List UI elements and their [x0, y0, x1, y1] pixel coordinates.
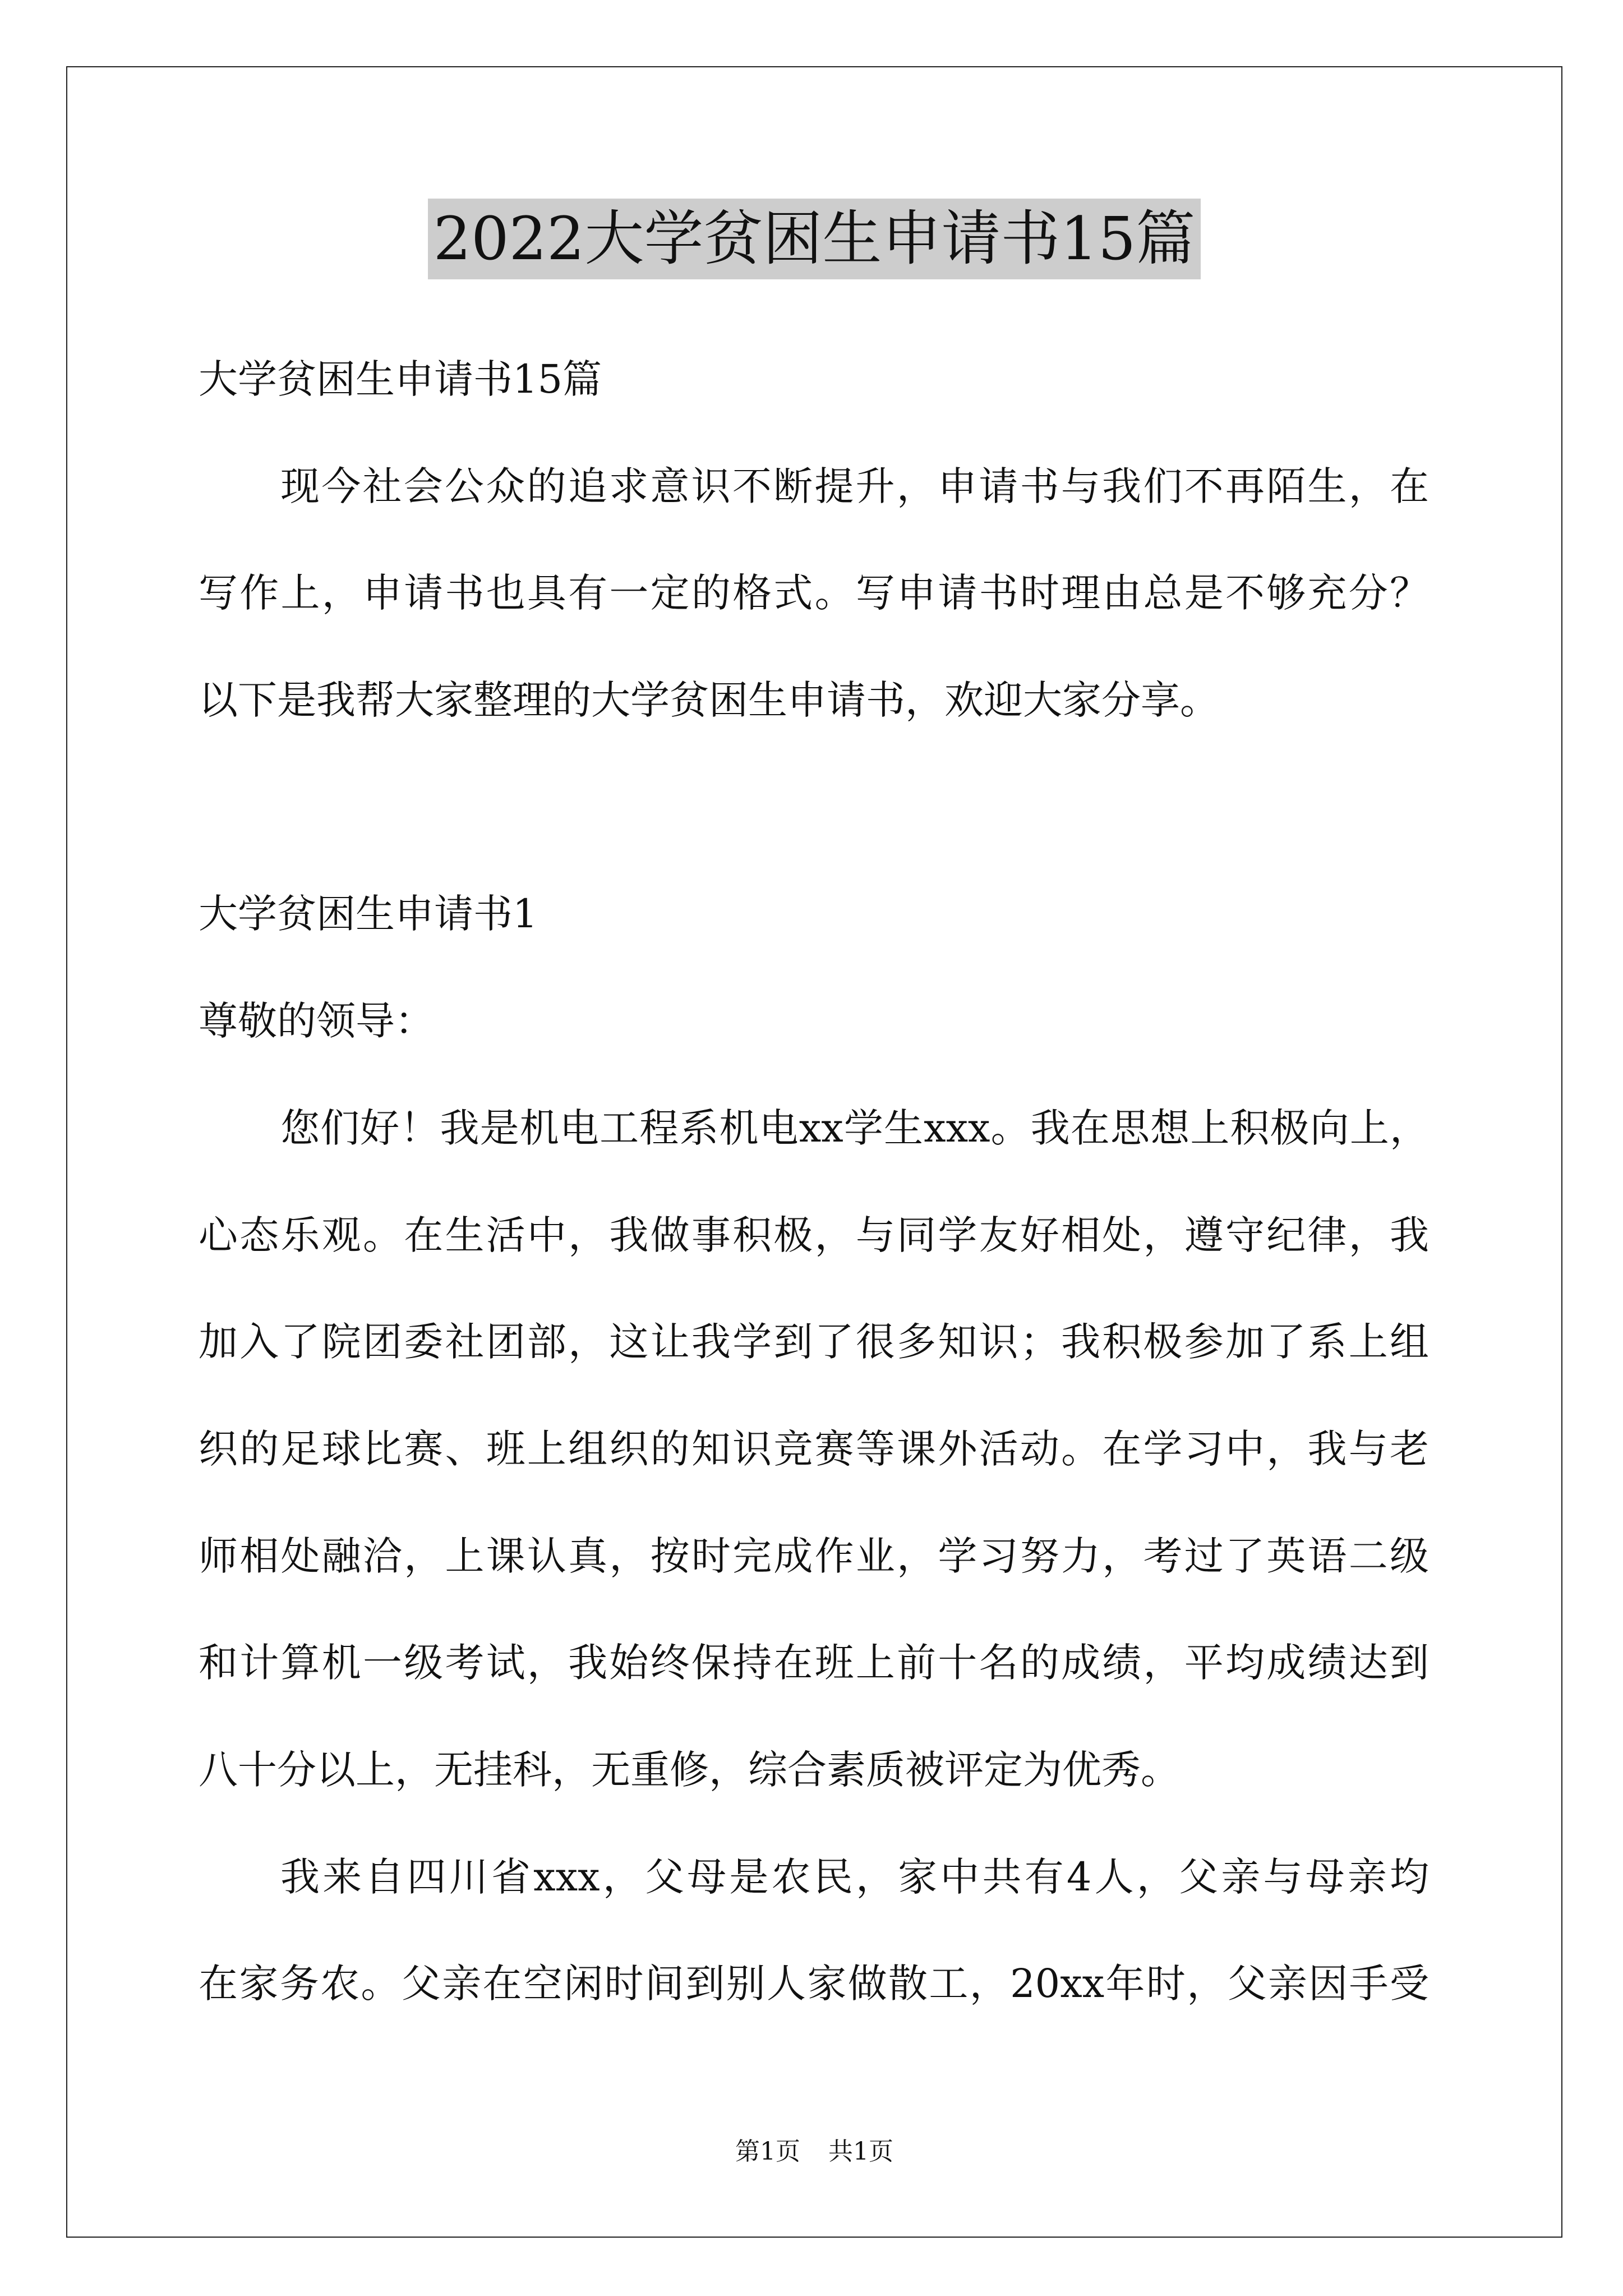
document-title: 2022大学贫困生申请书15篇	[428, 199, 1201, 279]
paragraph-line: 心态乐观。在生活中，我做事积极，与同学友好相处，遵守纪律，我	[199, 1212, 1429, 1258]
salutation: 尊敬的领导：	[199, 998, 434, 1045]
paragraph-line: 我来自四川省xxx，父母是农民，家中共有4人，父亲与母亲均	[280, 1853, 1429, 1900]
title-row	[66, 199, 1562, 279]
paragraph-line: 织的足球比赛、班上组织的知识竞赛等课外活动。在学习中，我与老	[199, 1425, 1429, 1472]
page-number: 第1页	[735, 2137, 800, 2166]
paragraph-line: 和计算机一级考试，我始终保持在班上前十名的成绩，平均成绩达到	[199, 1640, 1429, 1686]
document-subtitle: 大学贫困生申请书15篇	[199, 356, 602, 402]
paragraph-line: 师相处融洽，上课认真，按时完成作业，学习努力，考过了英语二级	[199, 1533, 1429, 1579]
paragraph-line: 您们好！我是机电工程系机电xx学生xxx。我在思想上积极向上，	[280, 1105, 1429, 1151]
intro-line: 写作上，申请书也具有一定的格式。写申请书时理由总是不够充分？	[199, 570, 1429, 616]
intro-line: 现今社会公众的追求意识不断提升，申请书与我们不再陌生，在	[280, 463, 1429, 509]
paragraph-line: 八十分以上，无挂科，无重修，综合素质被评定为优秀。	[199, 1746, 1180, 1793]
paragraph-line: 加入了院团委社团部，这让我学到了很多知识；我积极参加了系上组	[199, 1319, 1429, 1365]
intro-line: 以下是我帮大家整理的大学贫困生申请书，欢迎大家分享。	[199, 677, 1219, 724]
section-heading: 大学贫困生申请书1	[199, 891, 538, 937]
blank-line	[199, 754, 1429, 861]
paragraph-line: 在家务农。父亲在空闲时间到别人家做散工，20xx年时，父亲因手受	[199, 1961, 1429, 2007]
document-body	[199, 326, 1429, 2037]
page-count: 共1页	[828, 2137, 893, 2166]
page-footer	[66, 2135, 1562, 2169]
